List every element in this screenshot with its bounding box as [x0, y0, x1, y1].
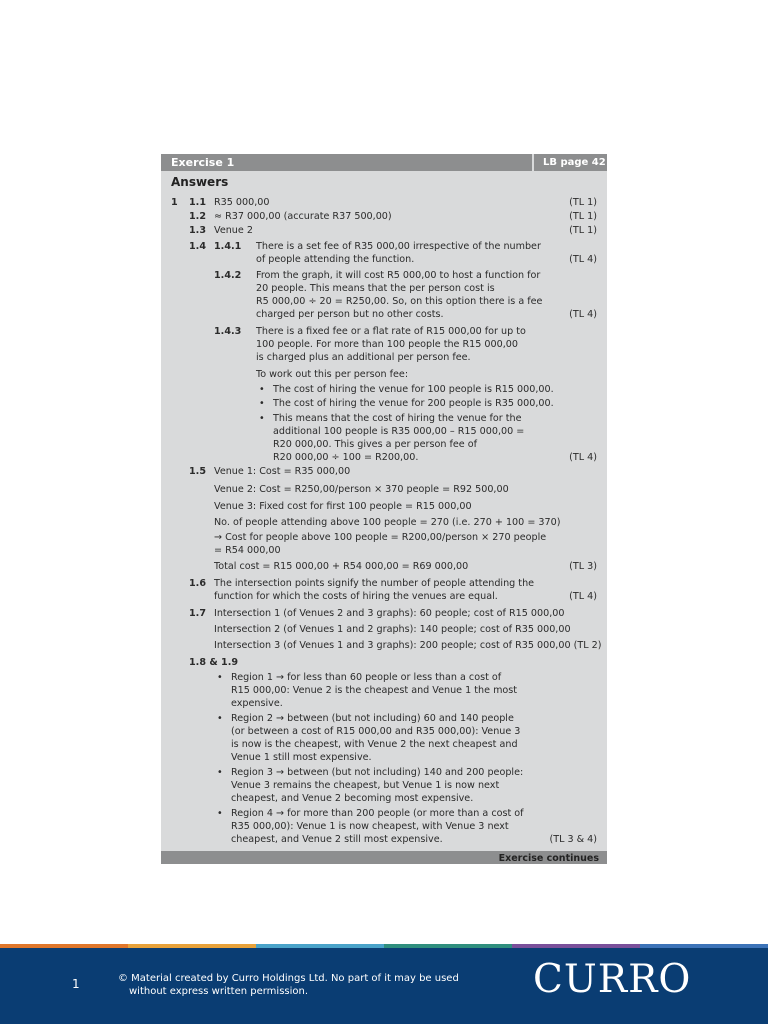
answer-line: is charged plus an additional per person fee. — [256, 352, 471, 363]
bullet-item: • Region 1 → for less than 60 people or less than a cost of — [231, 671, 501, 684]
taxonomy-level: (TL 4) — [569, 309, 597, 320]
taxonomy-level: (TL 3 & 4) — [549, 834, 597, 845]
bullet-item: • The cost of hiring the venue for 200 people is R35 000,00. — [273, 397, 554, 410]
taxonomy-level: (TL 4) — [569, 591, 597, 602]
page-footer-bar — [0, 944, 768, 1024]
stripe-segment — [256, 944, 384, 948]
answers-panel — [161, 154, 607, 864]
copyright-notice — [118, 973, 498, 998]
answer-line: R20 000,00. This gives a per person fee of — [273, 439, 477, 450]
taxonomy-level: (TL 1) — [569, 211, 597, 222]
answer-line: Intersection 1 (of Venues 2 and 3 graphs): 60 people; cost of R15 000,00 — [214, 608, 565, 619]
answer-line: 100 people. For more than 100 people the R15 000,00 — [256, 339, 518, 350]
answer-line: function for which the costs of hiring the venues are equal. — [214, 591, 498, 602]
answer-line: Venue 3: Fixed cost for first 100 people = R15 000,00 — [214, 501, 472, 512]
answer-line: (or between a cost of R15 000,00 and R35 000,00): Venue 3 — [231, 726, 521, 737]
question-number: 1.6 — [189, 578, 206, 589]
answer-line: R35 000,00): Venue 1 is now cheapest, with Venue 3 next — [231, 821, 509, 832]
stripe-segment — [384, 944, 512, 948]
answer-line: is now is the cheapest, with Venue 2 the next cheapest and — [231, 739, 518, 750]
exercise-continues-label: Exercise continues — [498, 853, 599, 864]
bullet-item: • Region 3 → between (but not including) 140 and 200 people: — [231, 766, 523, 779]
question-number: 1.5 — [189, 466, 206, 477]
taxonomy-level: (TL 1) — [569, 225, 597, 236]
answer-line: There is a set fee of R35 000,00 irrespective of the number — [256, 241, 541, 252]
answer-line: expensive. — [231, 698, 283, 709]
answer-line: To work out this per person fee: — [256, 369, 409, 380]
answer-line: Venue 1: Cost = R35 000,00 — [214, 466, 351, 477]
page-reference: LB page 42 — [543, 157, 606, 168]
question-number: 1.8 & 1.9 — [189, 657, 239, 668]
answer-line: R15 000,00: Venue 2 is the cheapest and Venue 1 the most — [231, 685, 518, 696]
stripe-segment — [640, 944, 768, 948]
question-number: 1 — [171, 197, 178, 208]
answer-line: R5 000,00 ÷ 20 = R250,00. So, on this option there is a fee — [256, 296, 543, 307]
answer-line: → Cost for people above 100 people = R200,00/person × 270 people — [214, 532, 547, 543]
bullet-item: • The cost of hiring the venue for 100 people is R15 000,00. — [273, 383, 554, 396]
question-number: 1.7 — [189, 608, 206, 619]
answer-line: charged per person but no other costs. — [256, 309, 444, 320]
exercise-footer — [161, 851, 607, 864]
exercise-title: Exercise 1 — [171, 156, 235, 169]
colour-stripe — [0, 944, 768, 948]
question-number: 1.4 — [189, 241, 206, 252]
answer-line: Venue 2: Cost = R250,00/person × 370 people = R92 500,00 — [214, 484, 509, 495]
answer-line: Total cost = R15 000,00 + R54 000,00 = R69 000,00 — [214, 561, 469, 572]
answer-line: No. of people attending above 100 people = 270 (i.e. 270 + 100 = 370) — [214, 517, 561, 528]
bullet-item: • Region 2 → between (but not including) 60 and 140 people — [231, 712, 514, 725]
answer-line: R20 000,00 ÷ 100 = R200,00. — [273, 452, 419, 463]
answer-line: Venue 3 remains the cheapest, but Venue 1 is now next — [231, 780, 500, 791]
answer-line: R35 000,00 — [214, 197, 270, 208]
taxonomy-level: (TL 1) — [569, 197, 597, 208]
answer-line: The intersection points signify the number of people attending the — [214, 578, 535, 589]
page-number: 1 — [72, 977, 80, 991]
question-number: 1.1 — [189, 197, 206, 208]
taxonomy-level: (TL 4) — [569, 452, 597, 463]
answer-line: There is a fixed fee or a flat rate of R15 000,00 for up to — [256, 326, 526, 337]
bullet-item: • This means that the cost of hiring the venue for the — [273, 412, 522, 425]
answer-line: additional 100 people is R35 000,00 – R15 000,00 = — [273, 426, 525, 437]
question-number: 1.4.1 — [214, 241, 242, 252]
answer-line: 20 people. This means that the per person cost is — [256, 283, 495, 294]
answer-line: Intersection 3 (of Venues 1 and 3 graphs): 200 people; cost of R35 000,00 (TL 2) — [214, 640, 602, 651]
question-number: 1.2 — [189, 211, 206, 222]
question-number: 1.4.3 — [214, 326, 242, 337]
curro-logo: CURRO — [533, 957, 692, 1002]
answer-line: = R54 000,00 — [214, 545, 281, 556]
answer-line: Venue 1 still most expensive. — [231, 752, 372, 763]
copyright-line-2: without express written permission. — [129, 985, 309, 997]
header-divider — [532, 154, 534, 171]
copyright-line-1: © Material created by Curro Holdings Ltd. No part of it may be used — [118, 973, 459, 984]
answer-line: of people attending the function. — [256, 254, 415, 265]
question-number: 1.3 — [189, 225, 206, 236]
question-number: 1.4.2 — [214, 270, 242, 281]
stripe-segment — [128, 944, 256, 948]
bullet-item: • Region 4 → for more than 200 people (or more than a cost of — [231, 807, 524, 820]
stripe-segment — [0, 944, 128, 948]
taxonomy-level: (TL 4) — [569, 254, 597, 265]
answer-line: From the graph, it will cost R5 000,00 to host a function for — [256, 270, 541, 281]
taxonomy-level: (TL 3) — [569, 561, 597, 572]
answer-line: Intersection 2 (of Venues 1 and 2 graphs): 140 people; cost of R35 000,00 — [214, 624, 571, 635]
stripe-segment — [512, 944, 640, 948]
answer-line: ≈ R37 000,00 (accurate R37 500,00) — [214, 211, 392, 222]
answer-line: cheapest, and Venue 2 still most expensive. — [231, 834, 443, 845]
answers-heading: Answers — [171, 175, 229, 189]
answer-line: cheapest, and Venue 2 becoming most expensive. — [231, 793, 474, 804]
exercise-header — [161, 154, 607, 171]
answer-line: Venue 2 — [214, 225, 253, 236]
